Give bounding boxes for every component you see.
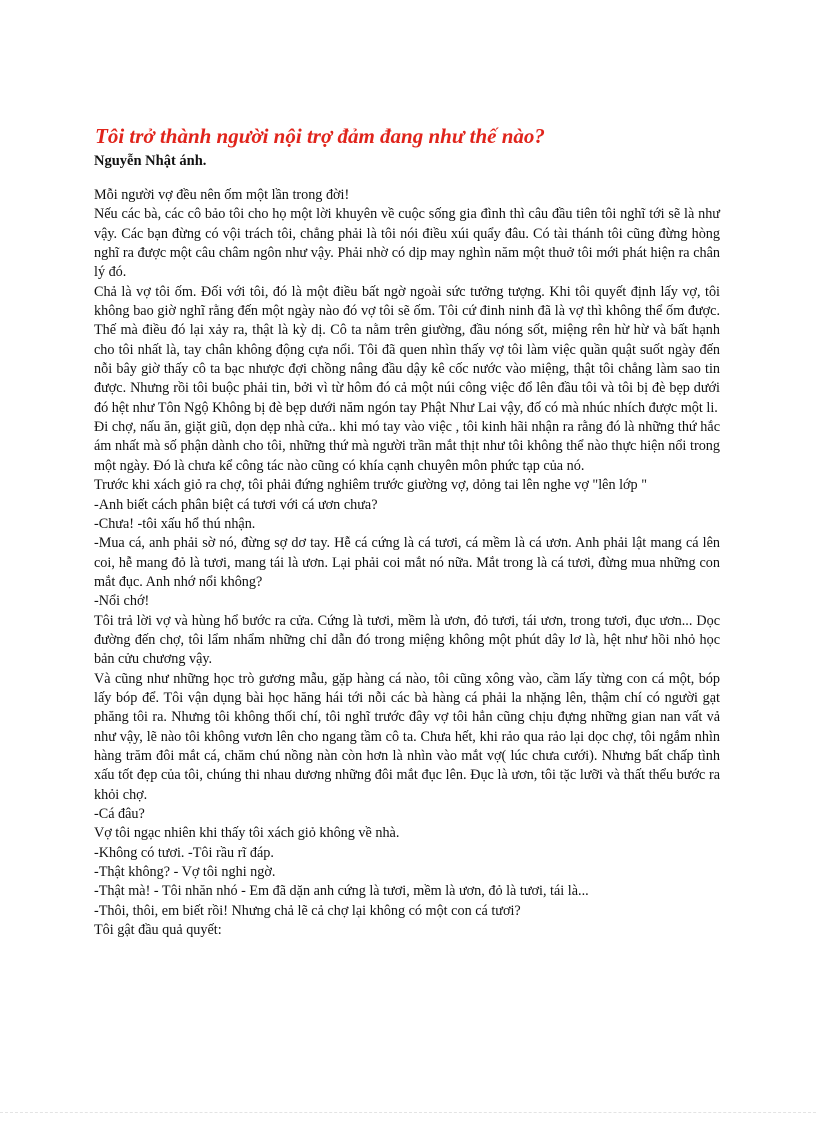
- paragraph: Mỗi người vợ đều nên ốm một lần trong đời!: [94, 187, 350, 203]
- paragraph: -Anh biết cách phân biệt cá tươi với cá ươn chưa?: [94, 496, 378, 513]
- document-title: Tôi trở thành người nội trợ đảm đang như thế nào?: [95, 124, 545, 148]
- paragraph: -Không có tươi. -Tôi rầu rĩ đáp.: [94, 844, 274, 861]
- paragraph: Tôi trả lời vợ và hùng hổ bước ra cửa. Cứng là tươi, mềm là ươn, đỏ tươi, tái ươn, trong tươi, đục ươn... Dọc đường đến chợ, tôi lẩm nhẩm những chỉ dẫn đó trong miệng không một phút dây lơ là, hệt như hồi nhỏ học bản cửu chương vậy.: [94, 612, 720, 668]
- document-body: [94, 186, 720, 940]
- paragraph: Đi chợ, nấu ăn, giặt giũ, dọn dẹp nhà cửa.. khi mó tay vào việc , tôi kinh hãi nhận ra rằng đó là những thứ hắc ám nhất mà số phận dành cho tôi, những thứ mà người trần mắt thịt như tôi không thể nào thực hiện nổi trong một ngày. Đó là chưa kể công tác nào cũng có khía cạnh chuyên môn phức tạp của nó.: [94, 419, 720, 474]
- page-bottom-divider: [0, 1112, 816, 1113]
- paragraph: Chả là vợ tôi ốm. Đối với tôi, đó là một điều bất ngờ ngoài sức tưởng tượng. Khi tôi quyết định lấy vợ, tôi không bao giờ nghĩ rằng đến một ngày nào đó vợ tôi sẽ ốm. Tôi cứ đinh ninh đã là vợ thì không thể ốm được. Thế mà điều đó lại xảy ra, thật là kỳ dị. Cô ta nằm trên giường, đầu nóng sốt, miệng rên hừ hừ và bất hạnh cho tôi nhất là, tay chân không động cựa nổi. Tôi đã quen nhìn thấy vợ tôi làm việc quần quật suốt ngày đến nỗi bây giờ thấy cô ta bạc nhược đợi chồng nâng đầu dậy kê cốc nước vào miệng, thật tôi chẳng làm sao tin được. Nhưng rồi tôi buộc phải tin, bởi vì từ hôm đó cả một núi công việc đổ lên đầu tôi và tôi bị đè bẹp dưới đó hệt như Tôn Ngộ Không bị đè bẹp dưới năm ngón tay Phật Như Lai vậy, đố có mà nhúc nhích được một li.: [94, 283, 720, 416]
- paragraph: -Thật mà! - Tôi nhăn nhó - Em đã dặn anh cứng là tươi, mềm là ươn, đỏ là tươi, tái là...: [94, 883, 589, 900]
- paragraph: -Mua cá, anh phải sờ nó, đừng sợ dơ tay. Hễ cá cứng là cá tươi, cá mềm là cá ươn. Anh phải lật mang cá lên coi, hễ mang đỏ là tươi, mang tái là ươn. Lại phải coi mắt nó nữa. Mắt trong là cá tươi, đừng mua những con mắt đục. Anh nhớ nổi không?: [94, 535, 720, 590]
- paragraph: Vợ tôi ngạc nhiên khi thấy tôi xách giỏ không về nhà.: [94, 825, 400, 842]
- paragraph: Nếu các bà, các cô bảo tôi cho họ một lời khuyên về cuộc sống gia đình thì câu đầu tiên tôi nghĩ tới sẽ là như vậy. Các bạn đừng có vội trách tôi, chẳng phải là tôi nói điều xúi quẩy đâu. Có tài thánh tôi cũng đừng hòng nghĩ ra được một câu châm ngôn như vậy. Phải nhờ có dịp may nghìn năm một thuở tôi mới phát hiện ra chân lý đó.: [94, 206, 720, 281]
- paragraph: -Thôi, thôi, em biết rồi! Nhưng chả lẽ cả chợ lại không có một con cá tươi?: [94, 902, 521, 919]
- paragraph: Trước khi xách giỏ ra chợ, tôi phải đứng nghiêm trước giường vợ, dỏng tai lên nghe vợ "lên lớp ": [94, 477, 647, 494]
- paragraph: -Nổi chớ!: [94, 593, 150, 610]
- paragraph: -Thật không? - Vợ tôi nghi ngờ.: [94, 864, 276, 881]
- paragraph: -Cá đâu?: [94, 806, 145, 822]
- document-author: Nguyễn Nhật ánh.: [94, 153, 207, 169]
- paragraph: -Chưa! -tôi xấu hổ thú nhận.: [94, 515, 256, 532]
- paragraph: Tôi gật đầu quả quyết:: [94, 922, 222, 939]
- paragraph: Và cũng như những học trò gương mẫu, gặp hàng cá nào, tôi cũng xông vào, cầm lấy từng con cá một, bóp lấy bóp để. Tôi vận dụng bài học hăng hái tới nỗi các bà hàng cá phải la nhặng lên, thậm chí có người gạt phăng tôi ra. Nhưng tôi không thối chí, tôi nghĩ trước đây vợ tôi hẳn cũng chịu đựng những gian nan vất vả như vậy, lẽ nào tôi không vươn lên cho ngang tầm cô ta. Chưa hết, khi rảo qua rảo lại dọc chợ, tôi ngắm nhìn hàng trăm đôi mắt cá, chăm chú nồng nàn còn hơn là nhìn vào mắt vợ( lúc chưa cưới). Nhưng bất chấp tình xấu tốt đẹp của tôi, chúng thi nhau dương những đôi mắt đục lên. Đục là ươn, tôi tặc lưỡi và thất thểu bước ra khỏi chợ.: [94, 670, 720, 803]
